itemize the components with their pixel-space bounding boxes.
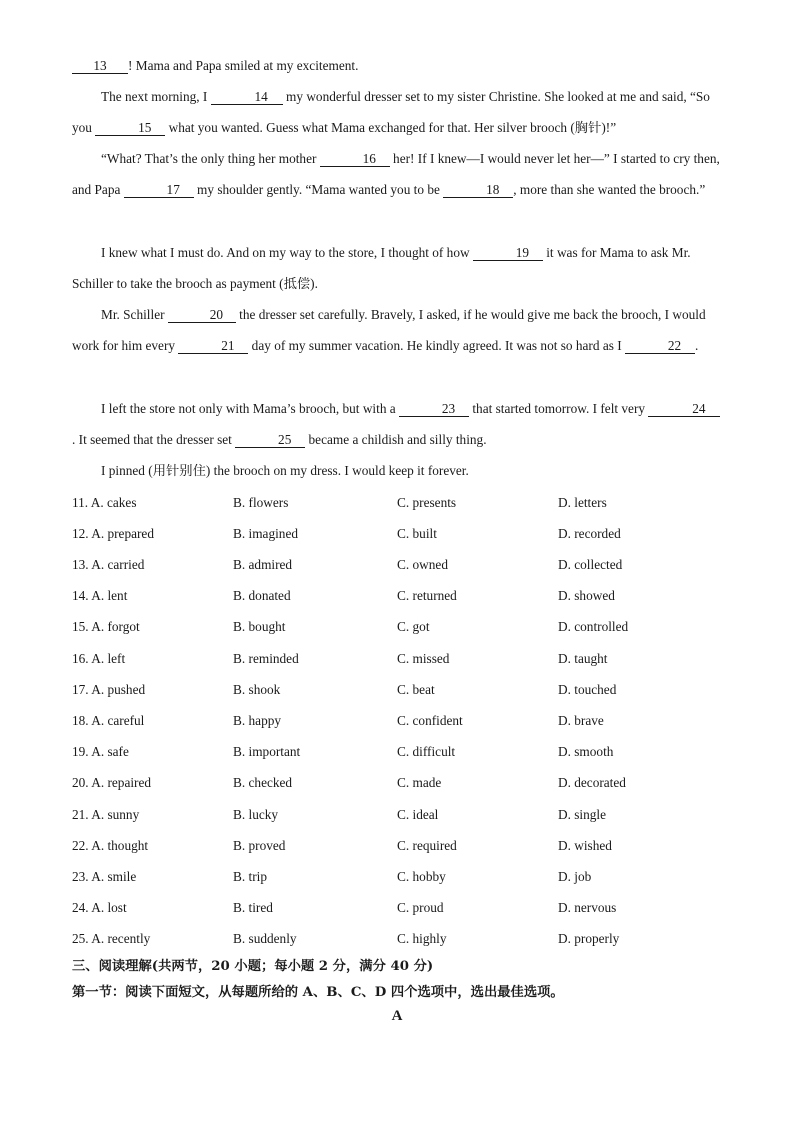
option-15-b: B. bought bbox=[233, 619, 286, 634]
option-15-a: 15. A. forgot bbox=[72, 619, 140, 634]
option-row-17 bbox=[72, 674, 722, 705]
option-23-c: C. hobby bbox=[397, 869, 446, 884]
option-17-a: 17. A. pushed bbox=[72, 682, 146, 697]
blank-15: 15 bbox=[95, 120, 165, 136]
option-17-b: B. shook bbox=[233, 682, 281, 697]
option-row-20 bbox=[72, 767, 722, 798]
option-22-c: C. required bbox=[397, 838, 457, 853]
option-row-22 bbox=[72, 830, 722, 861]
passage-paragraph-4: I knew what I must do. And on my way to the store, I thought of how 19 it was for Mama to ask Mr. Schiller to take the brooch as payment (抵偿). bbox=[72, 245, 691, 291]
option-22-b: B. proved bbox=[233, 838, 286, 853]
passage-paragraph-3: “What? That’s the only thing her mother 16 her! If I knew—I would never let her—” I started to cry then, and Papa 17 my shoulder gently. “Mama wanted you to be 18 , more than she wanted the brooch.” bbox=[72, 151, 720, 197]
option-20-c: C. made bbox=[397, 775, 442, 790]
option-20-a: 20. A. repaired bbox=[72, 775, 152, 790]
option-13-d: D. collected bbox=[558, 557, 623, 572]
option-23-b: B. trip bbox=[233, 869, 267, 884]
option-row-18 bbox=[72, 705, 722, 736]
blank-21: 21 bbox=[178, 338, 248, 354]
option-18-c: C. confident bbox=[397, 713, 463, 728]
option-24-b: B. tired bbox=[233, 900, 273, 915]
option-21-a: 21. A. sunny bbox=[72, 807, 140, 822]
option-row-23 bbox=[72, 861, 722, 892]
passage-paragraph-2: The next morning, I 14 my wonderful dresser set to my sister Christine. She looked at me and said, “So you 15 what you wanted. Guess what Mama exchanged for that. Her silver brooch (胸针)!” bbox=[72, 89, 710, 135]
passage-paragraph-7: I pinned (用针别住) the brooch on my dress. I would keep it forever. bbox=[101, 463, 469, 478]
option-18-d: D. brave bbox=[558, 713, 604, 728]
option-11-b: B. flowers bbox=[233, 495, 289, 510]
option-row-25 bbox=[72, 923, 722, 954]
blank-18: 18 bbox=[443, 182, 513, 198]
option-14-a: 14. A. lent bbox=[72, 588, 128, 603]
option-22-d: D. wished bbox=[558, 838, 612, 853]
option-18-b: B. happy bbox=[233, 713, 282, 728]
option-row-14 bbox=[72, 580, 722, 611]
option-12-d: D. recorded bbox=[558, 526, 621, 541]
option-24-d: D. nervous bbox=[558, 900, 617, 915]
option-11-d: D. letters bbox=[558, 495, 607, 510]
option-20-b: B. checked bbox=[233, 775, 293, 790]
option-22-a: 22. A. thought bbox=[72, 838, 149, 853]
passage-label: A bbox=[391, 1008, 403, 1024]
option-24-a: 24. A. lost bbox=[72, 900, 127, 915]
blank-24: 24 bbox=[648, 401, 720, 417]
blank-22: 22 bbox=[625, 338, 695, 354]
option-14-b: B. donated bbox=[233, 588, 291, 603]
option-21-c: C. ideal bbox=[397, 807, 439, 822]
passage-paragraph-6: I left the store not only with Mama’s brooch, but with a 23 that started tomorrow. I felt very 24. It seemed that the dresser set 25 became a childish and silly thing. bbox=[72, 393, 722, 455]
option-13-a: 13. A. carried bbox=[72, 557, 145, 572]
option-16-c: C. missed bbox=[397, 651, 450, 666]
blank-23: 23 bbox=[399, 401, 469, 417]
option-25-d: D. properly bbox=[558, 931, 620, 946]
option-15-c: C. got bbox=[397, 619, 430, 634]
option-19-a: 19. A. safe bbox=[72, 744, 129, 759]
option-12-c: C. built bbox=[397, 526, 437, 541]
option-19-d: D. smooth bbox=[558, 744, 614, 759]
option-14-c: C. returned bbox=[397, 588, 457, 603]
option-18-a: 18. A. careful bbox=[72, 713, 145, 728]
option-25-b: B. suddenly bbox=[233, 931, 297, 946]
blank-14: 14 bbox=[211, 89, 283, 105]
option-21-b: B. lucky bbox=[233, 807, 279, 822]
passage-paragraph-5: Mr. Schiller 20 the dresser set carefully. Bravely, I asked, if he would give me back the brooch, I would work for him every 21 day of my summer vacation. He kindly agreed. It was not so hard as I 22 . bbox=[72, 307, 706, 353]
blank-16: 16 bbox=[320, 151, 390, 167]
option-16-b: B. reminded bbox=[233, 651, 299, 666]
option-row-11 bbox=[72, 487, 722, 518]
section-instruction: 第一节：阅读下面短文，从每题所给的 A、B、C、D 四个选项中，选出最佳选项。 bbox=[72, 985, 564, 1000]
option-19-b: B. important bbox=[233, 744, 301, 759]
option-25-a: 25. A. recently bbox=[72, 931, 151, 946]
option-17-c: C. beat bbox=[397, 682, 435, 697]
blank-17: 17 bbox=[124, 182, 194, 198]
blank-20: 20 bbox=[168, 307, 236, 323]
section-heading: 三、阅读理解(共两节，20 小题；每小题 2 分，满分 40 分) bbox=[72, 959, 434, 974]
option-row-19 bbox=[72, 736, 722, 767]
option-17-d: D. touched bbox=[558, 682, 617, 697]
blank-25: 25 bbox=[235, 432, 305, 448]
option-row-16 bbox=[72, 643, 722, 674]
option-19-c: C. difficult bbox=[397, 744, 456, 759]
option-23-a: 23. A. smile bbox=[72, 869, 137, 884]
option-row-24 bbox=[72, 892, 722, 923]
option-20-d: D. decorated bbox=[558, 775, 626, 790]
option-row-12 bbox=[72, 518, 722, 549]
option-16-a: 16. A. left bbox=[72, 651, 126, 666]
blank-19: 19 bbox=[473, 245, 543, 261]
option-13-b: B. admired bbox=[233, 557, 293, 572]
option-24-c: C. proud bbox=[397, 900, 444, 915]
option-16-d: D. taught bbox=[558, 651, 608, 666]
option-11-c: C. presents bbox=[397, 495, 457, 510]
option-12-a: 12. A. prepared bbox=[72, 526, 154, 541]
option-row-13 bbox=[72, 549, 722, 580]
option-23-d: D. job bbox=[558, 869, 592, 884]
option-11-a: 11. A. cakes bbox=[72, 495, 137, 510]
blank-13: 13 bbox=[72, 58, 128, 74]
option-21-d: D. single bbox=[558, 807, 607, 822]
option-row-21 bbox=[72, 799, 722, 830]
passage-line-13: 13 ! Mama and Papa smiled at my excitement. bbox=[72, 50, 722, 81]
option-13-c: C. owned bbox=[397, 557, 448, 572]
option-25-c: C. highly bbox=[397, 931, 447, 946]
option-12-b: B. imagined bbox=[233, 526, 298, 541]
option-row-15 bbox=[72, 611, 722, 642]
option-15-d: D. controlled bbox=[558, 619, 629, 634]
option-14-d: D. showed bbox=[558, 588, 615, 603]
